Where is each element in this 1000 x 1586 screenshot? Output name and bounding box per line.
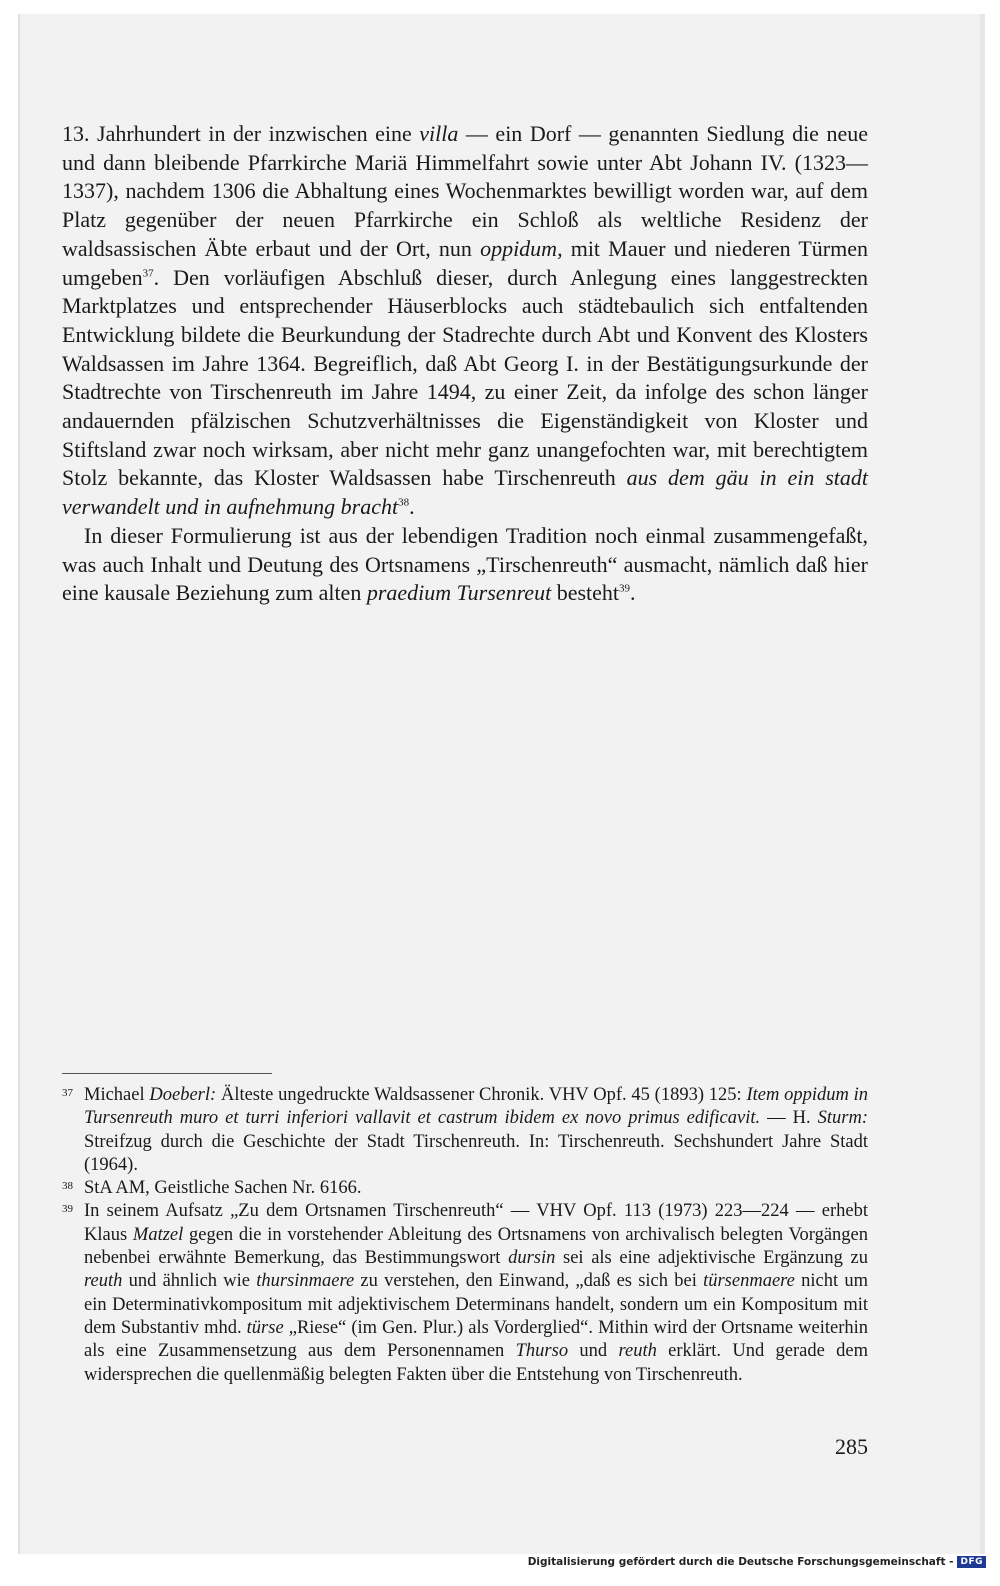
italic-text: Thurso: [515, 1341, 569, 1362]
footnotes: [62, 1084, 868, 1387]
paragraph-2: [62, 522, 868, 608]
digitization-banner: [528, 1556, 986, 1568]
italic-text: dursin: [508, 1248, 556, 1269]
dfg-logo-icon: DFG: [957, 1556, 986, 1568]
italic-text: Doeberl:: [149, 1085, 217, 1105]
italic-text: praedium Tursenreut: [366, 580, 552, 606]
text-run: zu verstehen, den Einwand, „daß es sich bei: [354, 1271, 704, 1292]
footnote-text: [84, 1200, 868, 1386]
italic-text: Matzel: [132, 1224, 184, 1245]
text-run: und: [568, 1341, 619, 1362]
italic-text: villa: [419, 121, 459, 146]
banner-text: Digitalisierung gefördert durch die Deutsche Forschungsgemeinschaft -: [527, 1556, 954, 1568]
footnote-37: [62, 1084, 868, 1177]
text-run: In dieser Formulierung ist aus der lebendigen Tradition noch einmal zusammengefaßt, was auch Inhalt und Deutung des Ortsnamens „Tirschenreuth“ ausmacht, nämlich daß hier eine kausale Beziehung zum alten: [62, 522, 868, 606]
text-run: — H.: [760, 1108, 818, 1129]
footnote-text: [84, 1177, 868, 1200]
text-run: In seinem Aufsatz „Zu dem Ortsnamen Tirschenreuth“ — VHV Opf. 113 (1973) 223—224 — erhebt Klaus: [84, 1201, 868, 1245]
footnote-39: [62, 1200, 868, 1386]
text-run: Streifzug durch die Geschichte der Stadt Tirschenreuth. In: Tirschenreuth. Sechshundert Jahre Stadt (1964).: [84, 1131, 868, 1175]
footnote-ref: 38: [398, 496, 410, 509]
italic-text: Item oppidum in Tursenreuth muro et turri inferiori vallavit et castrum ibidem ex novo primus edificavit.: [84, 1085, 868, 1129]
text-run: . Den vorläufigen Abschluß dieser, durch Anlegung eines langgestreckten Marktplatzes und entsprechender Häuserblocks auch städtebaulich sich entfaltenden Entwicklung bildete die Beurkundung der Stadrechte durch Abt und Konvent des Klosters Waldsassen im Jahre 1364. Begreiflich, daß Abt Georg I. in der Bestätigungsurkunde der Stadtrechte von Tirschenreuth im Jahre 1494, zu einer Zeit, da infolge des schon länger andauernden pfälzischen Schutzverhältnisses die Eigenständigkeit von Kloster und Stiftsland zwar noch wirksam, aber nicht mehr ganz unangefochten war, mit berechtigtem Stolz bekannte, das Kloster Waldsassen habe Tirschenreuth: [62, 264, 868, 491]
page-number: 285: [835, 1434, 868, 1459]
text-run: nicht um ein Determinativkompositum mit adjektivischem Determinans handelt, sondern um ein Kompositum mit dem Substantiv mhd.: [84, 1271, 868, 1338]
footnote-divider: [62, 1073, 272, 1074]
footnote-ref: 37: [142, 267, 154, 280]
italic-text: thursinmaere: [256, 1271, 355, 1292]
text-run: .: [409, 494, 415, 520]
text-run: .: [630, 580, 636, 606]
italic-text: reuth: [618, 1341, 657, 1362]
body-text: [62, 120, 868, 608]
text-run: „Riese“ (im Gen. Plur.) als Vorderglied“. Mithin wird der Ortsname weiterhin als eine Zusammensetzung aus dem Personennamen: [84, 1317, 868, 1362]
text-run: 13. Jahrhundert in der inzwischen eine: [62, 121, 420, 146]
italic-text: reuth: [84, 1271, 123, 1292]
text-run: StA AM, Geistliche Sachen Nr. 6166.: [84, 1178, 362, 1199]
footnote-number: 39: [62, 1203, 73, 1216]
italic-text: türse: [246, 1317, 284, 1338]
text-run: und ähnlich wie: [122, 1271, 257, 1292]
text-run: mit Mauer und niederen Türmen umgeben: [62, 235, 868, 290]
footnote-ref: 39: [619, 582, 631, 595]
paragraph-1: [62, 120, 868, 522]
footnote-text: [84, 1084, 868, 1177]
footnote-number: 38: [62, 1180, 73, 1193]
italic-text: Sturm:: [817, 1108, 868, 1129]
italic-text: oppidum,: [480, 235, 563, 261]
text-run: Älteste ungedruckte Waldsassener Chronik. VHV Opf. 45 (1893) 125:: [216, 1085, 747, 1105]
footnote-number: 37: [62, 1087, 73, 1099]
text-run: — ein Dorf — genannten Siedlung die neue und dann bleibende Pfarrkirche Mariä Himmelfahrt sowie unter Abt Johann IV. (1323—1337), nachdem 1306 die Abhaltung eines Wochenmarktes bewilligt worden war, auf dem Platz gegenüber der neuen Pfarrkirche ein Schloß als weltliche Residenz der waldsassischen Äbte erbaut und der Ort, nun: [62, 121, 868, 261]
text-run: gegen die in vorstehender Ableitung des Ortsnamens von archivalisch belegten Vorgängen nebenbei erwähnte Bemerkung, das Bestimmungswort: [84, 1224, 868, 1269]
text-run: Michael: [84, 1085, 150, 1105]
text-run: besteht: [551, 580, 620, 606]
footnote-38: [62, 1177, 868, 1200]
italic-text: türsenmaere: [703, 1271, 795, 1292]
italic-text: aus dem gäu in ein stadt verwandelt und in aufnehmung bracht: [62, 465, 868, 520]
text-run: sei als eine adjektivische Ergänzung zu: [555, 1248, 868, 1269]
text-run: erklärt. Und gerade dem widersprechen die quellenmäßig belegten Fakten über die Entstehung von Tirschenreuth.: [84, 1341, 869, 1385]
